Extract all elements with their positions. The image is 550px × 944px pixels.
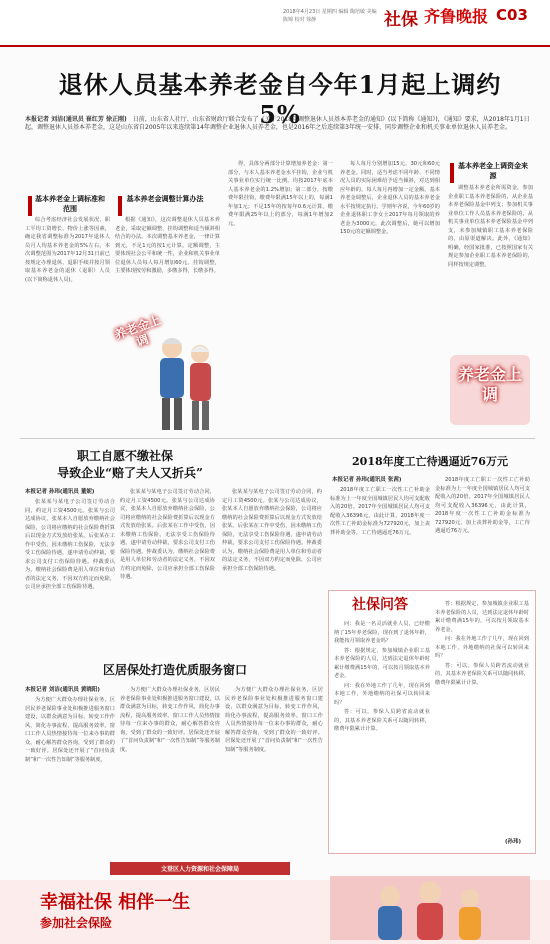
qa-title: 社保问答 (352, 597, 408, 613)
col2-text: 根据《通知》，这次调整退休人员基本养老金，采取定额调整、挂钩调整和适当倾斜相结合的办法。本次调整基本养老金，一律计算到元，不足1元的按1元计算。定额调整，主要体现社会公平和统一性，企业和机关事业单位退休人员每人每月增加60元。挂钩调整，主要体现按劳和激励，多缴多得，长缴多得。 (115, 217, 220, 274)
col3-text: 得，具体分两部分计算增加养老金：第一部分，与本人基本养老金水平挂钩，企业与机关事业单位实行统一比例。均按2017年底本人基本养老金的1.2%增加；第二部分，按缴费年限挂钩，缴费年限满15年以上的，每满1年加1元；不足15年的按每年0.6元计算，缴费年限满25年以上的部分，每满1年增加2元。 (228, 161, 333, 227)
col5-text: 调整基本养老金所需资金，参加企业职工基本养老保险的，从企业基本养老保险基金中列支；参加机关事业单位工作人员基本养老保险的，从机关事业单位基本养老保险基金中列支，未参加城镇职工基本养老保险的，由原渠道解决。此外，《通知》明确，经国家批准，已按照国家有关规定参加企业职工基本养老保险的，同样按规定调整。 (448, 185, 533, 268)
community-byline: 本报记者 刘洁(通讯员 黄晓阳) (25, 687, 100, 693)
subhead-marker (450, 163, 454, 183)
family-photo (330, 876, 530, 940)
elderly-couple-illustration (150, 330, 220, 440)
lead-paragraph (25, 116, 530, 132)
col5-subhead: 基本养老金上调资金来源 (458, 162, 528, 180)
col1-text: 综合考虑经济社会发展状况、职工平均工资增长、物价上涨等因素，确定我省调整标准为2017年退休人员月人均基本养老金的5%左右。本次调整范围为2017年12月31日前已按规定办理退休、退职手续并按月领取基本养老金的退休（退职）人员(以下简称退休人员)。 (25, 217, 110, 283)
page-header (0, 0, 550, 47)
community-title: 区居保处打造优质服务窗口 (102, 663, 247, 677)
community-text-2: 为方便广大群众办理社保业务，区居民养老保险事业处积极推进服务窗口建设，以群众满意为目标，转变工作作风，简化办事流程，提高服务效率。窗口工作人员热情接待每一位来办事的群众，耐心解答群众咨询，受到了群众的一致好评。居保处还开展了“首问负责制”和“一次性告知制”等服务制度。 (120, 687, 220, 753)
col2-subhead: 基本养老金调整计算办法 (126, 195, 204, 203)
lead-text: 日前，山东省人社厅、山东省财政厅联合发布了《关于2018年调整退休人员基本养老金的通知》(以下简称《通知》)，《通知》要求，从2018年1月1日起，调整退休人员基本养老金，这是山东省自2005年以来连续第14年调整企业退休人员养老金，也是2016年之后连续第3年统一安排、同步调整企业和机关事业单位退休人员养老金。 (25, 116, 530, 131)
left-lower-text-2: 张某某与某电子公司签订劳动合同，约定月工资4500元。张某与公司达成协议，张某本人自愿放弃缴纳社会保险，公司将应缴纳的社会保险费折算后以现金方式发放给张某。后张某在工作中受伤，因未缴纳工伤保险，无法享受工伤保险待遇，遂申请劳动仲裁，要求公司支付工伤保险待遇。仲裁委认为，缴纳社会保险费是用人单位和劳动者的法定义务，不因双方约定而免除，公司应承担全部工伤保险待遇。 (120, 489, 215, 580)
right-lower-text-2: 2018年度工亡职工一次性工亡补助金标准为上一年度全国城镇居民人均可支配收入的20倍。2017年全国城镇居民人均可支配收入36396元，由此计算，2018年度一次性工亡补助金标准为727920元，加上丧葬补助金等，工亡待遇逼近76万元。 (435, 477, 530, 534)
subhead-marker (28, 196, 32, 216)
right-lower-text-1: 2018年度工亡职工一次性工亡补助金标准为上一年度全国城镇居民人均可支配收入的20倍。2017年全国城镇居民人均可支配收入36396元，由此计算，2018年度一次性工亡补助金标准为727920元，加上丧葬补助金等，工亡待遇逼近76万元。 (330, 487, 430, 536)
section-divider (20, 438, 535, 439)
col4-text: 每人每月分别增加15元、30元和60元养老金。同时，适当考虑不同年龄、不同情况人员的实际困难给予适当倾斜，对达到相应年龄的，每人每月再增加一定金额。基本养老金调整后，企业退休人员的基本养老金水平按规定执行。学则年齐说，今年60岁的企业退休职工李女士2017年每月领取的养老金为3000元，此次调整后，她可以增加150元的定额调整金。 (340, 161, 440, 235)
left-lower-text-3: 张某某与某电子公司签订劳动合同，约定月工资4500元。张某与公司达成协议，张某本人自愿放弃缴纳社会保险，公司将应缴纳的社会保险费折算后以现金方式发放给张某。后张某在工作中受伤，因未缴纳工伤保险，无法享受工伤保险待遇，遂申请劳动仲裁，要求公司支付工伤保险待遇。仲裁委认为，缴纳社会保险费是用人单位和劳动者的法定义务，不因双方约定而免除，公司应承担全部工伤保险待遇。 (222, 489, 322, 572)
main-headline: 退休人员基本养老金自今年1月起上调约5% (58, 70, 502, 129)
subhead-marker (118, 196, 122, 216)
right-lower-title: 2018年度工亡待遇逼近76万元 (352, 455, 508, 468)
left-lower-title-1: 职工自愿不缴社保 (76, 449, 173, 463)
community-text-1: 为方便广大群众办理社保业务，区居民养老保险事业处积极推进服务窗口建设，以群众满意为目标，转变工作作风，简化办事流程，提高服务效率。窗口工作人员热情接待每一位来办事的群众，耐心解答群众咨询，受到了群众的一致好评。居保处还开展了“首问负责制”和“一次性告知制”等服务制度。 (25, 697, 115, 763)
right-lower-byline: 本报记者 孙玮(通讯员 张茜) (332, 477, 402, 483)
lead-byline: 本报记者 刘洁(通讯员 崔红芳 徐正刚) (25, 116, 127, 123)
newspaper-logo: 齐鲁晚报 (424, 7, 489, 26)
col1-subhead: 基本养老金上调标准和范围 (35, 195, 105, 213)
footer-slogan-sub: 参加社会保险 (40, 916, 113, 930)
footer-caption: 文登区人力资源和社会保障局 (110, 862, 290, 875)
qa-col1: 问：我是一名灵活就业人员，已经缴纳了15年养老保险，现在到了退休年龄，我能按月领取养老金吗？ 答：根据规定，参加城镇企业职工基本养老保险的人员，达到法定退休年龄时累计缴费满15年的，可以按月领取基本养老金。 问：我在外地工作了几年，现在回到本地工作，外地缴纳的社保可以转回来吗？ 答：可以。参保人员跨省流动就业的，其基本养老保险关系可以随同转移，缴费年限累计计算。 (334, 621, 430, 732)
community-text-3: 为方便广大群众办理社保业务，区居民养老保险事业处积极推进服务窗口建设，以群众满意为目标，转变工作作风，简化办事流程，提高服务效率。窗口工作人员热情接待每一位来办事的群众，耐心解答群众咨询，受到了群众的一致好评。居保处还开展了“首问负责制”和“一次性告知制”等服务制度。 (225, 687, 323, 753)
pension-stamp: 养老金上调 (112, 312, 163, 350)
qa-signature: (孙玮) (505, 839, 522, 845)
page-number: C03 (496, 6, 528, 24)
qa-col2: 答：根据规定，参加城镇企业职工基本养老保险的人员，达到法定退休年龄时累计缴费满15年的，可以按月领取基本养老金。 问：我在外地工作了几年，现在回到本地工作，外地缴纳的社保可以转回来吗？ 答：可以。参保人员跨省流动就业的，其基本养老保险关系可以随同转移，缴费年限累计计算。 (435, 601, 529, 686)
left-lower-title-2: 导致企业“赔了夫人又折兵” (57, 466, 203, 480)
section-name: 社保 (384, 10, 418, 30)
pension-stamp-right: 养老金上调 (457, 365, 522, 404)
footer-slogan: 幸福社保 相伴一生 (40, 892, 191, 913)
header-meta: 2018年4月23日 星期四 编辑 陶培敏 美编 陈锦 校对 徐静 (283, 9, 377, 23)
left-lower-byline: 本报记者 孙玮(通讯员 董妮) (25, 489, 95, 495)
left-lower-text-1: 张某某与某电子公司签订劳动合同，约定月工资4500元。张某与公司达成协议，张某本人自愿放弃缴纳社会保险，公司将应缴纳的社会保险费折算后以现金方式发放给张某。后张某在工作中受伤，因未缴纳工伤保险，无法享受工伤保险待遇，遂申请劳动仲裁，要求公司支付工伤保险待遇。仲裁委认为，缴纳社会保险费是用人单位和劳动者的法定义务，不因双方约定而免除，公司应承担全部工伤保险待遇。 (25, 499, 115, 590)
